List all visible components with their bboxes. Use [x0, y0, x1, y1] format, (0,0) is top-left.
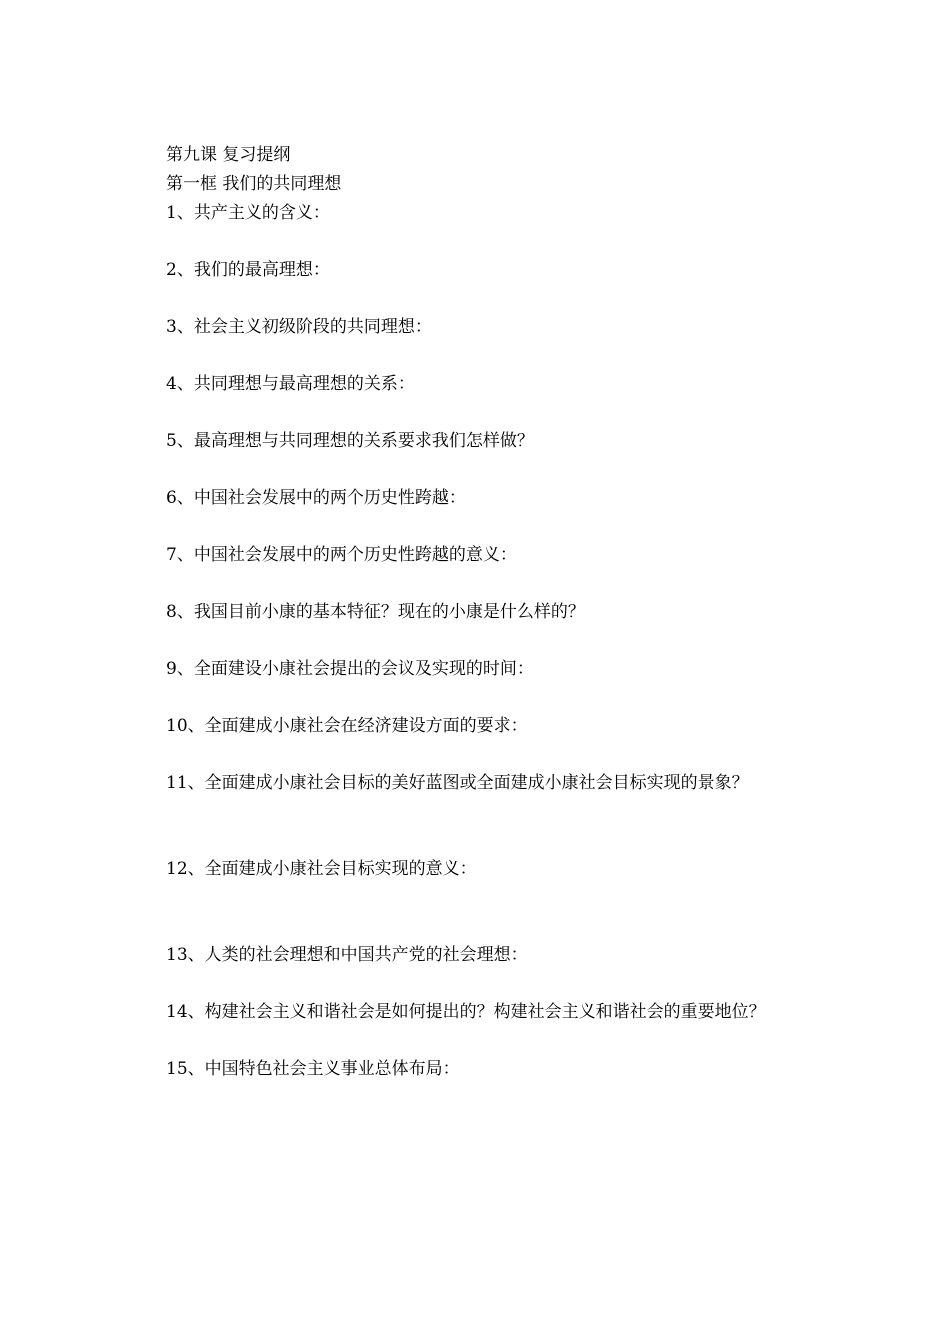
question-14: 14、构建社会主义和谐社会是如何提出的？构建社会主义和谐社会的重要地位？	[166, 1002, 766, 1022]
question-8: 8、我国目前小康的基本特征？现在的小康是什么样的？	[166, 602, 585, 622]
document-subtitle: 第一框 我们的共同理想	[166, 174, 342, 194]
document-body	[166, 141, 794, 1084]
question-9: 9、全面建设小康社会提出的会议及实现的时间：	[166, 659, 534, 679]
question-12: 12、全面建成小康社会目标实现的意义：	[166, 859, 477, 879]
question-5: 5、最高理想与共同理想的关系要求我们怎样做？	[166, 431, 534, 451]
document-title: 第九课 复习提纲	[166, 145, 291, 165]
question-13: 13、人类的社会理想和中国共产党的社会理想：	[166, 945, 528, 965]
question-10: 10、全面建成小康社会在经济建设方面的要求：	[166, 716, 528, 736]
question-3: 3、社会主义初级阶段的共同理想：	[166, 317, 432, 337]
question-6: 6、中国社会发展中的两个历史性跨越：	[166, 488, 466, 508]
question-2: 2、我们的最高理想：	[166, 260, 330, 280]
question-15: 15、中国特色社会主义事业总体布局：	[166, 1059, 460, 1079]
question-4: 4、共同理想与最高理想的关系：	[166, 374, 415, 394]
question-1: 1、共产主义的含义：	[166, 203, 330, 223]
question-11: 11、全面建成小康社会目标的美好蓝图或全面建成小康社会目标实现的景象？	[166, 773, 749, 793]
question-7: 7、中国社会发展中的两个历史性跨越的意义：	[166, 545, 517, 565]
